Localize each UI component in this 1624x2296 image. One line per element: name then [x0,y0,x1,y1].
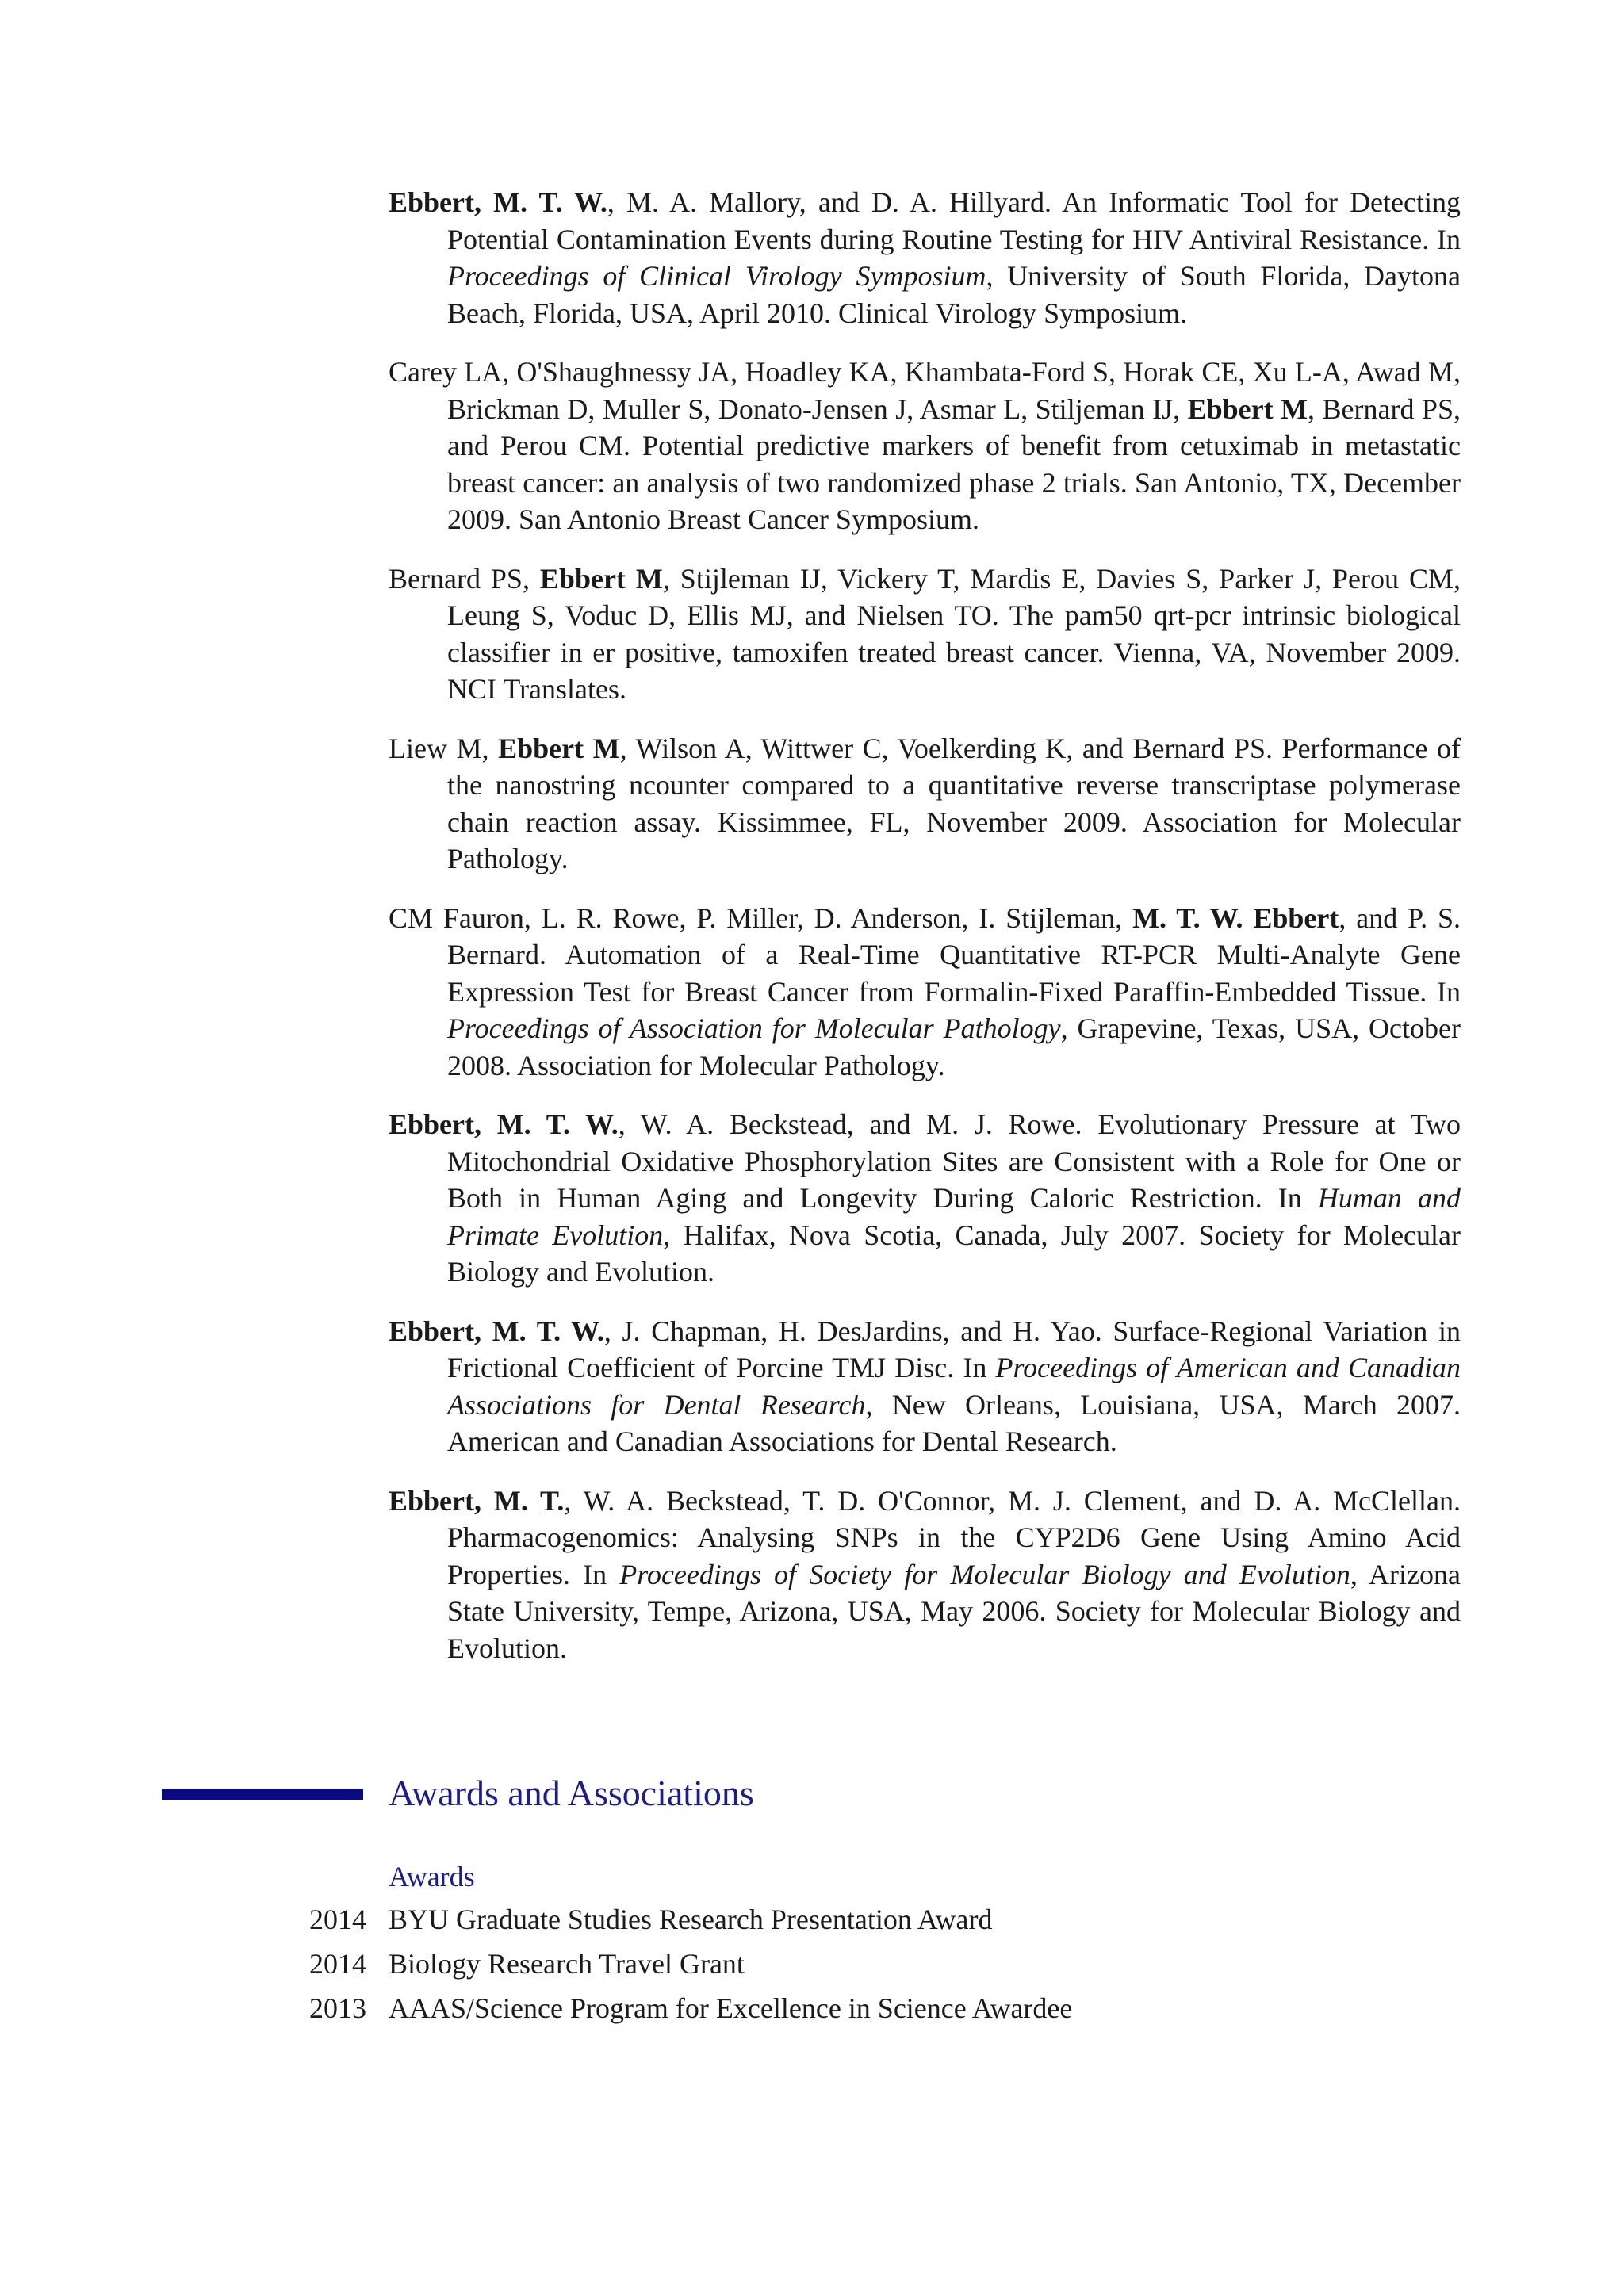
awards-list [301,1901,1459,2034]
author-highlight: M. T. W. Ebbert [1132,901,1339,934]
publication-entry [389,354,1461,538]
citation-text: , Grapevine, Texas, USA, October 2008. Association for Molecular Pathology. [447,1012,1461,1081]
award-title: Biology Research Travel Grant [389,1948,745,1980]
author-highlight: Ebbert M [498,732,620,764]
publication-list [389,184,1461,1689]
citation-text: CM Fauron, L. R. Rowe, P. Miller, D. Anderson, I. Stijleman, [389,901,1133,934]
award-item [301,1990,1459,2026]
award-title: AAAS/Science Program for Excellence in Science Awardee [389,1992,1073,2024]
citation-text: , and P. S. Bernard. Automation of a Real-Time Quantitative RT-PCR Multi-Analyte Gene Expression Test for Breast Cancer from Formalin-Fixed Paraffin-Embedded Tissue. In [447,901,1461,1008]
award-year: 2014 [309,1948,366,1980]
citation-text: , Bernard PS, and Perou CM. Potential predictive markers of benefit from cetuximab in metastatic breast cancer: an analysis of two randomized phase 2 trials. San Antonio, TX, December 2009. San Antonio Breast Cancer Symposium. [447,392,1461,535]
publication-entry [389,1106,1461,1291]
publication-entry [389,184,1461,331]
award-year: 2014 [309,1904,366,1935]
venue-title: Proceedings of American and Canadian Associations for Dental Research [447,1352,1461,1421]
citation-text: , New Orleans, Louisiana, USA, March 2007. American and Canadian Associations for Dental Research. [447,1388,1461,1457]
author-highlight: Ebbert, M. T. [389,1484,565,1517]
section-title: Awards and Associations [389,1773,754,1813]
author-highlight: Ebbert, M. T. W. [389,1314,604,1347]
publication-entry [389,900,1461,1085]
section-rule [162,1789,363,1800]
publication-entry [389,1313,1461,1460]
citation-text: Liew M, [389,732,499,764]
author-highlight: Ebbert, M. T. W. [389,1108,619,1140]
venue-title: Proceedings of Clinical Virology Symposium [447,260,986,292]
publication-entry [389,1483,1461,1667]
award-title: BYU Graduate Studies Research Presentation Award [389,1904,993,1935]
author-highlight: Ebbert, M. T. W. [389,186,607,218]
citation-text: , W. A. Beckstead, T. D. O'Connor, M. J. Clement, and D. A. McClellan. Pharmacogenomics: Analysing SNPs in the CYP2D6 Gene Using Amino Acid Properties. In [447,1484,1461,1590]
citation-text: , Halifax, Nova Scotia, Canada, July 2007. Society for Molecular Biology and Evolution. [447,1219,1461,1288]
citation-text: Carey LA, O'Shaughnessy JA, Hoadley KA, Khambata-Ford S, Horak CE, Xu L-A, Awad M, Brickman D, Muller S, Donato-Jensen J, Asmar L, Stiljeman IJ, [389,356,1461,425]
citation-text: , University of South Florida, Daytona Beach, Florida, USA, April 2010. Clinical Virology Symposium. [447,260,1461,329]
citation-text: , Arizona State University, Tempe, Arizona, USA, May 2006. Society for Molecular Biology and Evolution. [447,1558,1461,1664]
venue-title: Proceedings of Association for Molecular Pathology [447,1012,1061,1044]
venue-title: Human and Primate Evolution [447,1182,1461,1251]
author-highlight: Ebbert M [1187,392,1308,425]
publication-entry [389,730,1461,878]
citation-text: , J. Chapman, H. DesJardins, and H. Yao. Surface-Regional Variation in Frictional Coefficient of Porcine TMJ Disc. In [447,1314,1461,1383]
publication-entry [389,561,1461,708]
citation-text: , Wilson A, Wittwer C, Voelkerding K, and Bernard PS. Performance of the nanostring ncounter compared to a quantitative reverse transcriptase polymerase chain reaction assay. Kissimmee, FL, November 2009. Association for Molecular Pathology. [447,732,1461,874]
citation-text: , W. A. Beckstead, and M. J. Rowe. Evolutionary Pressure at Two Mitochondrial Oxidative Phosphorylation Sites are Consistent with a Role for One or Both in Human Aging and Longevity During Caloric Restriction. In [447,1108,1461,1214]
citation-text: , Stijleman IJ, Vickery T, Mardis E, Davies S, Parker J, Perou CM, Leung S, Voduc D, Ellis MJ, and Nielsen TO. The pam50 qrt-pcr intrinsic biological classifier in er positive, tamoxifen treated breast cancer. Vienna, VA, November 2009. NCI Translates. [447,562,1461,705]
author-highlight: Ebbert M [539,562,663,595]
citation-text: Bernard PS, [389,562,540,595]
citation-text: , M. A. Mallory, and D. A. Hillyard. An Informatic Tool for Detecting Potential Contamination Events during Routine Testing for HIV Antiviral Resistance. In [447,186,1461,255]
venue-title: Proceedings of Society for Molecular Biology and Evolution [619,1558,1350,1590]
award-year: 2013 [309,1992,366,2024]
award-item [301,1946,1459,1982]
award-item [301,1901,1459,1938]
subsection-title: Awards [389,1861,475,1892]
